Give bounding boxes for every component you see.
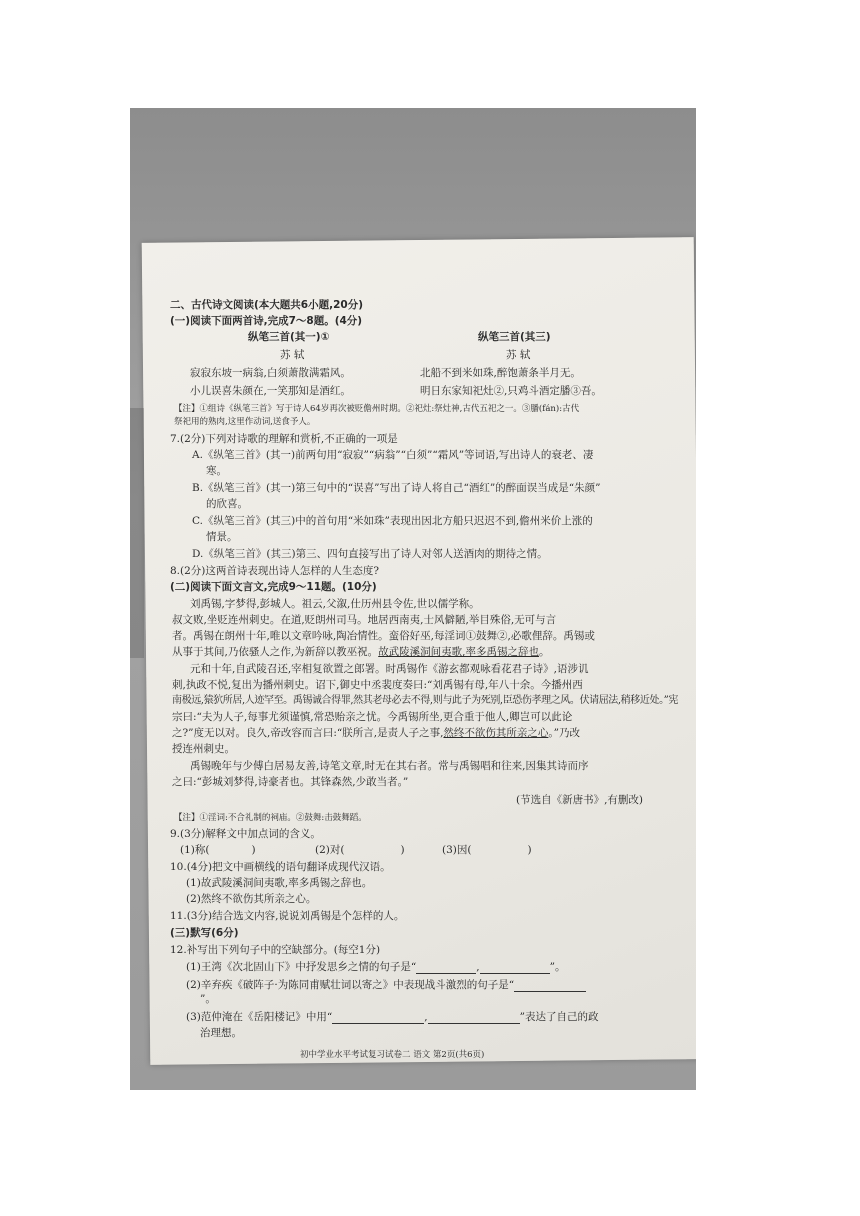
poem1-line1: 寂寂东坡一病翁,白须萧散满霜风。: [190, 367, 351, 379]
q9-item-3: (3)因( ): [442, 844, 532, 856]
section-heading: 二、古代诗文阅读(本大题共6小题,20分): [170, 299, 364, 311]
question-10: 10.(4分)把文中画横线的语句翻译成现代汉语。: [170, 861, 391, 873]
q10-item-2: (2)然终不欲伤其所亲之心。: [186, 893, 317, 905]
part2-heading: (二)阅读下面文言文,完成9～11题。(10分): [170, 581, 377, 593]
q7-option-a-cont: 寒。: [206, 465, 227, 477]
poem1-line2: 小儿误喜朱颜在,一笑那知是酒红。: [190, 385, 351, 397]
passage-p2-line3: 南极远,猿狖所居,人迹罕至。禹锡诚合得罪,然其老母必去不得,则与此子为死别,臣恐伤孝理之风。伏请屈法,稍移近处。”宪: [172, 695, 678, 706]
question-11: 11.(3分)结合选文内容,说说刘禹锡是个怎样的人。: [170, 910, 405, 922]
passage-p1-line3: 者。禹锡在朗州十年,唯以文章吟咏,陶冶情性。蛮俗好巫,每淫词①鼓舞②,必歌俚辞。禹锡或: [172, 630, 595, 642]
q7-option-a: A.《纵笔三首》(其一)前两句用“寂寂”“病翁”“白须”“霜风”等词语,写出诗人的衰老、凄: [192, 449, 594, 461]
underlined-sentence-1: 故武陵溪洞间夷歌,率多禹锡之辞也: [378, 646, 540, 658]
poem2-line2: 明日东家知祀灶②,只鸡斗酒定膰③吾。: [420, 385, 602, 397]
passage-source: (节选自《新唐书》,有删改): [516, 794, 644, 806]
q7-option-d: D.《纵笔三首》(其三)第三、四句直接写出了诗人对邻人送酒肉的期待之情。: [192, 548, 548, 560]
q12-item-2-cont: ”。: [200, 993, 216, 1005]
passage-p1-line2: 叔文败,坐贬连州刺史。在道,贬朗州司马。地居西南夷,士风僻陋,举目殊俗,无可与言: [172, 614, 557, 626]
exam-page-content: [130, 108, 696, 1090]
passage-p1-line4: 从事于其间,乃依骚人之作,为新辞以教巫祝。故武陵溪洞间夷歌,率多禹锡之辞也。: [172, 646, 550, 658]
q12-item-3: (3)范仲淹在《岳阳楼记》中用“ , ”表达了自己的政: [186, 1011, 599, 1023]
part3-heading: (三)默写(6分): [170, 927, 239, 939]
question-8: 8.(2分)这两首诗表现出诗人怎样的人生态度?: [170, 565, 380, 577]
q12-item-2: (2)辛弃疾《破阵子·为陈同甫赋壮词以寄之》中表现战斗激烈的句子是“: [186, 978, 586, 992]
blank-2[interactable]: [480, 962, 550, 974]
photo-background: [130, 108, 696, 1090]
part1-heading: (一)阅读下面两首诗,完成7～8题。(4分): [170, 315, 363, 327]
passage-p2-line5: 之?”度无以对。良久,帝改容而言曰:“朕所言,是责人子之事,然终不欲伤其所亲之心。”乃改: [172, 727, 581, 739]
q7-option-c-cont: 情景。: [206, 531, 238, 543]
q10-item-1: (1)故武陵溪洞间夷歌,率多禹锡之辞也。: [186, 877, 373, 889]
passage-p3-line2: 之曰:“彭城刘梦得,诗豪者也。其锋森然,少敢当者。”: [172, 776, 409, 788]
question-9: 9.(3分)解释文中加点词的含义。: [170, 828, 321, 840]
q12-item-3-cont: 治理想。: [200, 1027, 242, 1039]
question-7: 7.(2分)下列对诗歌的理解和赏析,不正确的一项是: [170, 433, 398, 445]
passage-p3-line1: 禹锡晚年与少傅白居易友善,诗笔文章,时无在其右者。常与禹锡唱和往来,因集其诗而序: [190, 760, 589, 772]
passage-p2-line4: 宗曰:“夫为人子,每事尤须谨慎,常恐贻亲之忧。今禹锡所坐,更合重于他人,卿岂可以此论: [172, 711, 573, 723]
question-12: 12.补写出下列句子中的空缺部分。(每空1分): [170, 944, 381, 956]
passage-note: 【注】①淫词:不合礼制的祠庙。②鼓舞:击鼓舞蹈。: [174, 813, 367, 823]
poem-note-line2: 祭祀用的熟肉,这里作动词,送食予人。: [174, 417, 316, 427]
poem-note-line1: 【注】①组诗《纵笔三首》写于诗人64岁再次被贬儋州时期。②祀灶:祭灶神,古代五祀之一。③膰(fán):古代: [174, 404, 580, 414]
q7-option-b: B.《纵笔三首》(其一)第三句中的“误喜”写出了诗人将自己“酒红”的醉面误当成是“朱颜”: [192, 482, 601, 494]
q7-option-c: C.《纵笔三首》(其三)中的首句用“米如珠”表现出因北方船只迟迟不到,儋州米价上涨的: [192, 515, 593, 527]
blank-3[interactable]: [514, 980, 586, 992]
poem2-line1: 北船不到米如珠,醉饱萧条半月无。: [420, 367, 581, 379]
poem2-author: 苏 轼: [506, 349, 531, 361]
passage-p2-line6: 授连州刺史。: [172, 743, 235, 755]
q7-option-b-cont: 的欣喜。: [206, 498, 248, 510]
q9-item-1: (1)称( ): [180, 844, 256, 856]
blank-1[interactable]: [416, 962, 476, 974]
passage-p1-line1: 刘禹锡,字梦得,彭城人。祖云,父溆,仕历州县令佐,世以儒学称。: [190, 598, 480, 610]
page-footer: 初中学业水平考试复习试卷二 语文 第2页(共6页): [300, 1050, 485, 1060]
underlined-sentence-2: 然终不欲伤其所亲之心: [443, 727, 549, 739]
q9-item-2: (2)对( ): [315, 844, 405, 856]
passage-p2-line2: 刺,执政不悦,复出为播州刺史。诏下,御史中丞裴度奏曰:“刘禹锡有母,年八十余。今播州西: [172, 679, 583, 691]
poem2-title: 纵笔三首(其三): [478, 331, 551, 343]
blank-4[interactable]: [332, 1012, 424, 1024]
poem1-title: 纵笔三首(其一)①: [248, 331, 330, 343]
passage-p2-line1: 元和十年,自武陵召还,宰相复欲置之郎署。时禹锡作《游玄都观咏看花君子诗》,语涉讥: [190, 663, 589, 675]
blank-5[interactable]: [428, 1012, 520, 1024]
poem1-author: 苏 轼: [280, 349, 305, 361]
q12-item-1: (1)王湾《次北固山下》中抒发思乡之情的句子是“ , ”。: [186, 961, 566, 973]
